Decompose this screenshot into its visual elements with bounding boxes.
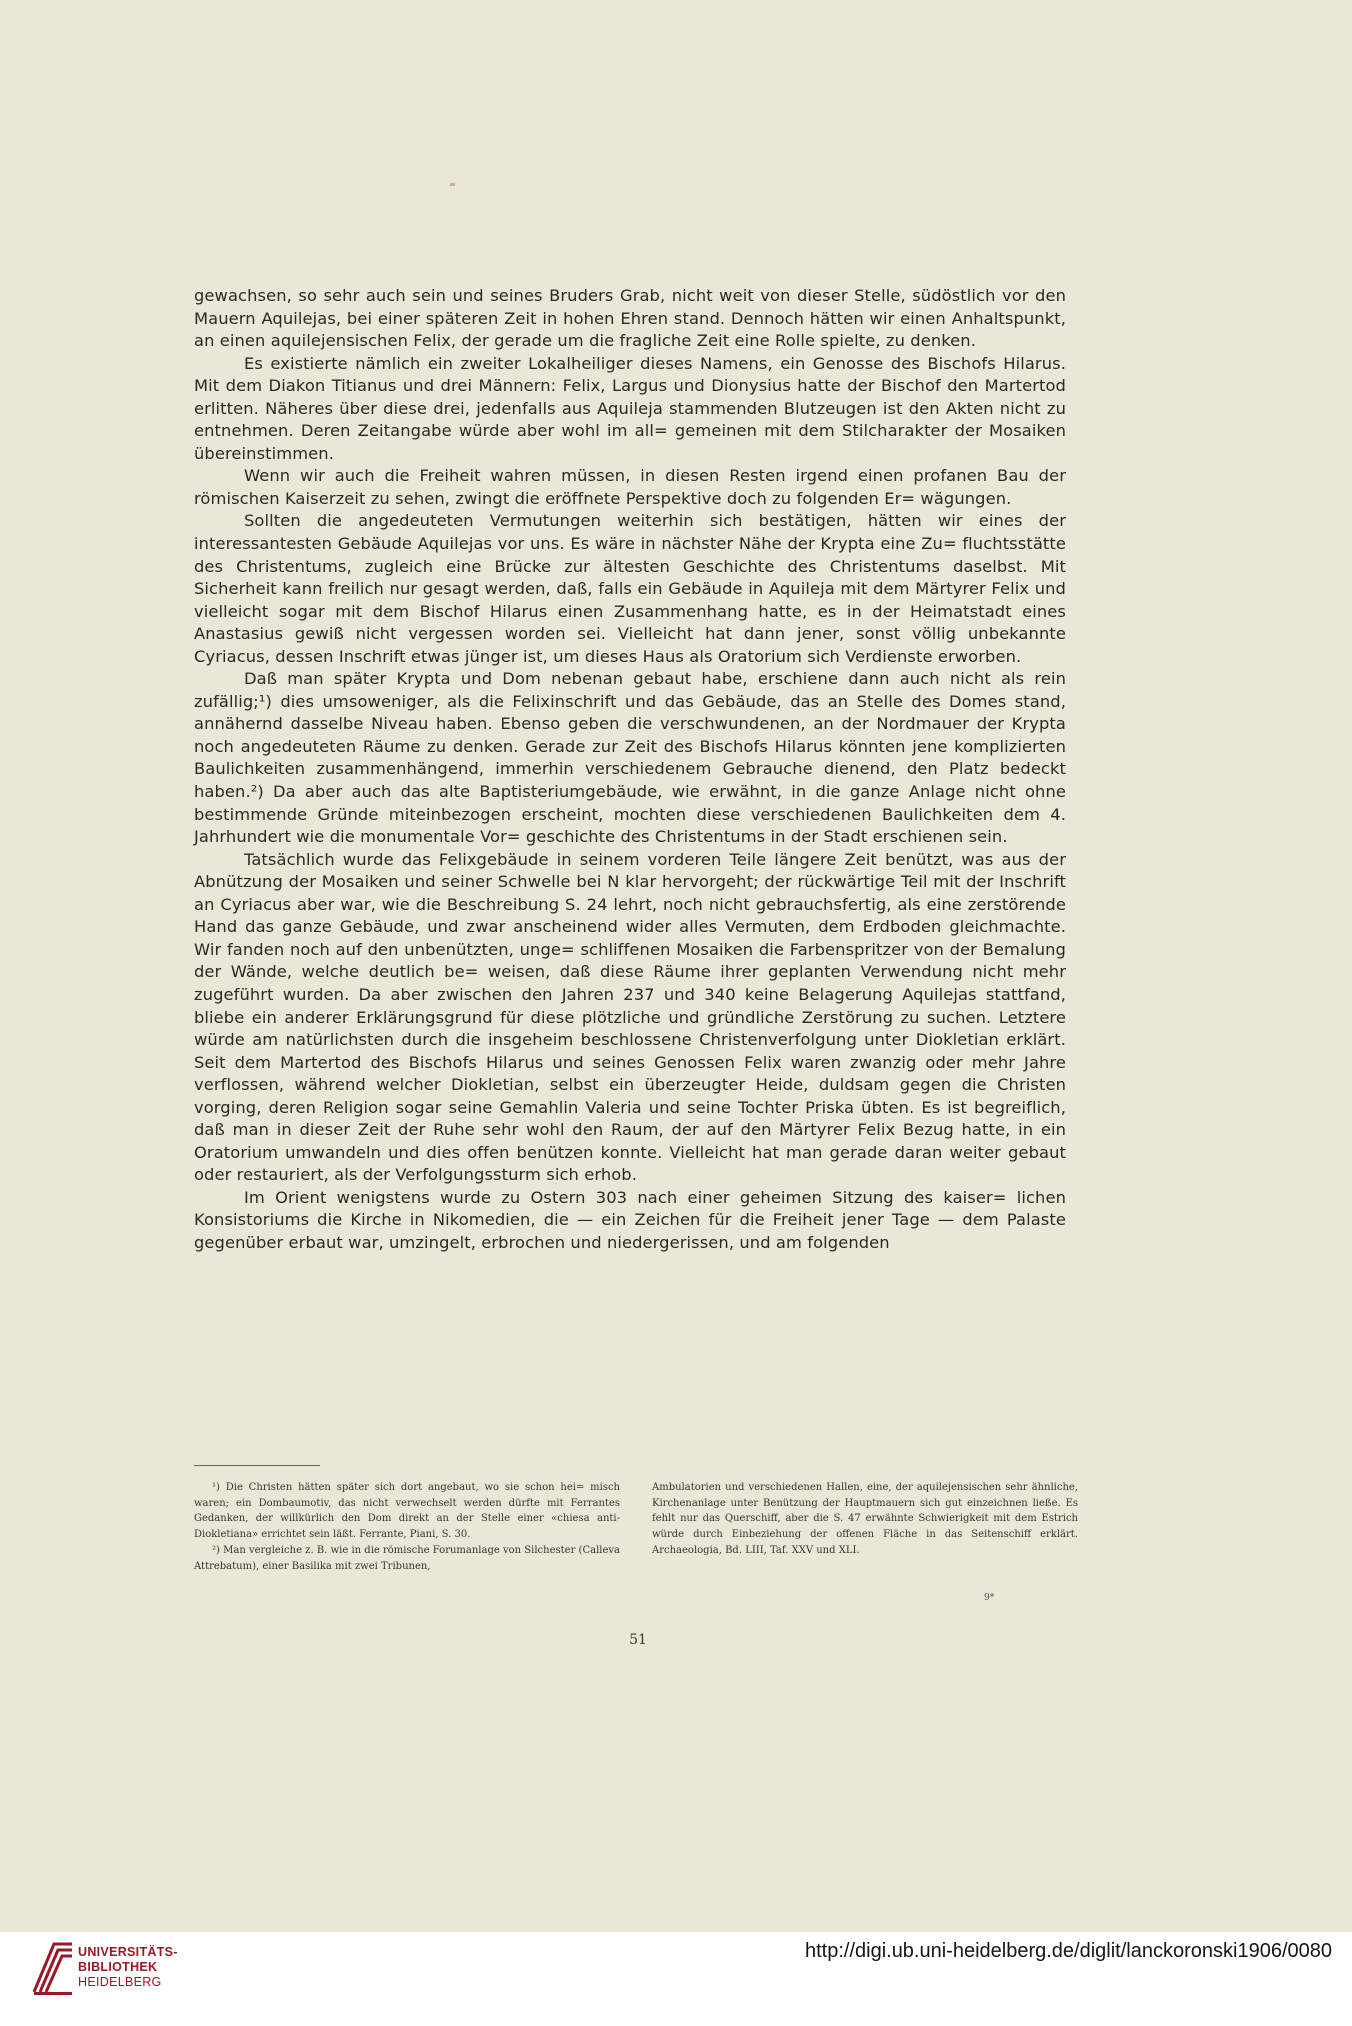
page-number: 51 — [629, 1632, 647, 1648]
paragraph: Im Orient wenigstens wurde zu Ostern 303 nach einer geheimen Sitzung des kaiser= lichen Konsistoriums die Kirche in Nikomedien, die — ein Zeichen für die Freiheit jener Tage — dem Palaste gegenüber erbaut war, umzingelt, erbrochen und niedergerissen, und am folgenden — [194, 1187, 1066, 1252]
paragraph: Daß man später Krypta und Dom nebenan gebaut habe, erschiene dann auch nicht als rein zufällig;¹) dies umsoweniger, als die Felixinschrift und das Gebäude, das an Stelle des Domes stand, annähernd dasselbe Niveau haben. Ebenso geben die verschwundenen, an der Nordmauer der Krypta noch angedeuteten Räume zu denken. Gerade zur Zeit des Bischofs Hilarus könnten jene komplizierten Baulichkeiten zusammenhängend, immerhin verschiedenem Gebrauche dienend, den Platz bedeckt haben.²) Da aber auch das alte Baptisteriumgebäude, wie erwähnt, in die ganze Anlage nicht ohne bestimmende Gründe miteinbezogen erscheint, mochten diese verschiedenen Baulichkeiten dem 4. Jahrhundert wie die monumentale Vor= geschichte des Christentums in der Stadt erschienen sein. — [194, 669, 1066, 847]
paragraph: Tatsächlich wurde das Felixgebäude in seinem vorderen Teile längere Zeit benützt, was aus der Abnützung der Mosaiken und seiner Schwelle bei N klar hervorgeht; der rückwärtige Teil mit der Inschrift an Cyriacus aber war, wie die Beschreibung S. 24 lehrt, noch nicht gebrauchsfertig, als eine zerstörende Hand das ganze Gebäude, und zwar anscheinend wider alles Vermuten, dem Erdboden gleichmachte. Wir fanden noch auf den unbenützten, unge= schliffenen Mosaiken die Farbenspritzer von der Bemalung der Wände, welche deutlich be= weisen, daß diese Räume ihrer geplanten Verwendung nicht mehr zugeführt wurden. Da aber zwischen den Jahren 237 und 340 keine Belagerung Aquilejas stattfand, bliebe ein anderer Erklärungsgrund für diese plötzliche und gründliche Zerstörung zu suchen. Letztere würde am natürlichsten durch die insgeheim beschlossene Christenverfolgung unter Diokletian erklärt. Seit dem Martertod des Bischofs Hilarus und seines Genossen Felix waren zwanzig oder mehr Jahre verflossen, während welcher Diokletian, selbst ein überzeugter Heide, duldsam gegen die Christen vorging, deren Religion sogar seine Gemahlin Valeria und seine Tochter Priska übten. Es ist begreiflich, daß man in dieser Zeit der Ruhe sehr wohl den Raum, der auf den Märtyrer Felix Bezug hatte, in ein Oratorium umwandeln und dies offen benützen konnte. Vielleicht hat man gerade daran weiter gebaut oder restauriert, als der Verfolgungssturm sich erhob. — [194, 849, 1066, 1185]
footnotes — [194, 1480, 1078, 1574]
library-name-line: HEIDELBERG — [78, 1975, 162, 1989]
footnote-continuation: Ambulatorien und verschiedenen Hallen, eine, der aquilejensischen sehr ähnliche, Kirchenanlage unter Benützung der Hauptmauern sich gut einzeichnen ließe. Es fehlt nur das Querschiff, aber die S. 47 erwähnte Schwierigkeit mit dem Estrich würde durch Einbeziehung der offenen Fläche in das Seitenschiff erklärt. Archaeologia, Bd. LIII, Taf. XXV und XLI. — [652, 1482, 1078, 1556]
footnote: ²) Man vergleiche z. B. wie in die römische Forumanlage von Silchester (Calleva Attrebatum), einer Basilika mit zwei Tribunen, — [194, 1544, 620, 1572]
footnote-column-left — [194, 1480, 620, 1574]
body-text — [194, 285, 1066, 1255]
library-name-line: BIBLIOTHEK — [78, 1960, 158, 1974]
library-name-line: UNIVERSITÄTS- — [78, 1945, 178, 1959]
paragraph: Sollten die angedeuteten Vermutungen weiterhin sich bestätigen, hätten wir eines der interessantesten Gebäude Aquilejas vor uns. Es wäre in nächster Nähe der Krypta eine Zu= fluchtsstätte des Christentums, zugleich eine Brücke zur ältesten Geschichte des Christentums daselbst. Mit Sicherheit kann freilich nur gesagt werden, daß, falls ein Gebäude in Aquileja mit dem Märtyrer Felix und vielleicht sogar mit dem Bischof Hilarus einen Zusammenhang hatte, es in der Heimatstadt eines Anastasius gewiß nicht vergessen worden sei. Vielleicht hat dann jener, sonst völlig unbekannte Cyriacus, dessen Inschrift etwas jünger ist, um dieses Haus als Oratorium sich Verdienste erworben. — [194, 511, 1066, 666]
footnote: ¹) Die Christen hätten später sich dort angebaut, wo sie schon hei= misch waren; ein Dombaumotiv, das nicht verwechselt werden dürfte mit Ferrantes Gedanken, der willkürlich den Dom direkt an der Stelle einer «chiesa anti-Diokletiana» errichtet sein läßt. Ferrante, Piani, S. 30. — [194, 1482, 620, 1541]
paragraph: Wenn wir auch die Freiheit wahren müssen, in diesen Resten irgend einen profanen Bau der römischen Kaiserzeit zu sehen, zwingt die eröffnete Perspektive doch zu folgenden Er= wägungen. — [194, 466, 1066, 508]
logo-icon — [30, 1936, 76, 1998]
footnote-column-right — [652, 1480, 1078, 1574]
footnote-divider — [194, 1465, 320, 1466]
signature-mark: 9* — [984, 1593, 995, 1603]
scan-mark — [450, 183, 455, 186]
ub-heidelberg-logo-icon[interactable] — [30, 1936, 76, 1998]
paragraph: Es existierte nämlich ein zweiter Lokalheiliger dieses Namens, ein Genosse des Bischofs Hilarus. Mit dem Diakon Titianus und drei Männern: Felix, Largus und Dionysius hatte der Bischof den Martertod erlitten. Näheres über diese drei, jedenfalls aus Aquileja stammenden Blutzeugen ist den Akten nicht zu entnehmen. Deren Zeitangabe würde aber wohl im all= gemeinen mit dem Stilcharakter der Mosaiken übereinstimmen. — [194, 353, 1066, 463]
paragraph: gewachsen, so sehr auch sein und seines Bruders Grab, nicht weit von dieser Stelle, südöstlich vor den Mauern Aquilejas, bei einer späteren Zeit in hohen Ehren stand. Dennoch hätten wir einen Anhaltspunkt, an einen aquilejensischen Felix, der gerade um die fragliche Zeit eine Rolle spielte, zu denken. — [194, 286, 1066, 351]
library-name — [78, 1945, 178, 1990]
source-url-link[interactable]: http://digi.ub.uni-heidelberg.de/diglit/lanckoronski1906/0080 — [804, 1940, 1332, 1962]
